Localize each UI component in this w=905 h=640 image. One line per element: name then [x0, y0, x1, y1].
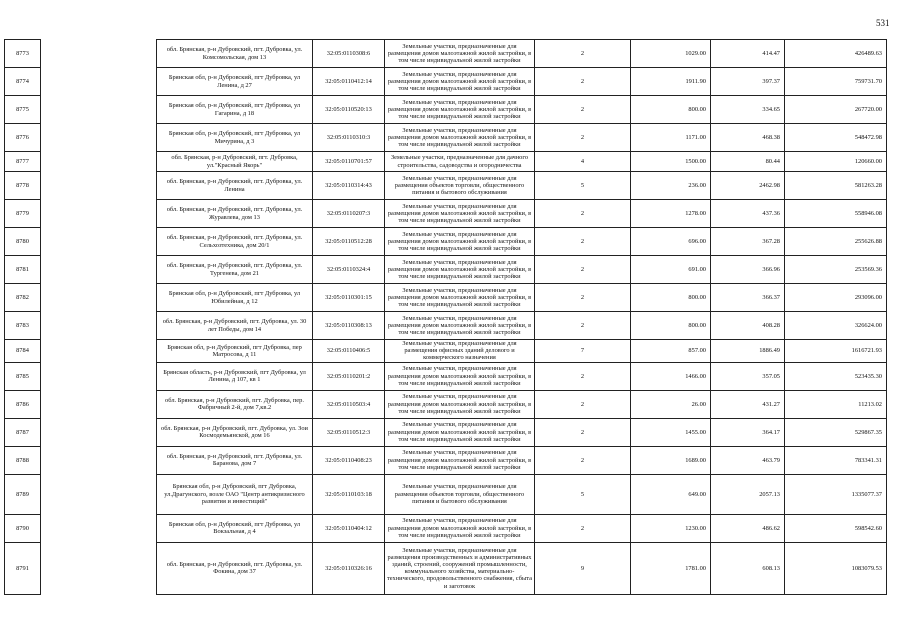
area-cell: 1689.00	[631, 446, 711, 474]
address-cell: обл. Брянская, р-н Дубровский, пгт. Дубровка, ул. Комсомольская, дом 13	[157, 40, 313, 68]
unit-value-cell: 397.37	[711, 68, 785, 96]
land-use-cell: Земельные участки, предназначенные для размещения домов малоэтажной жилой застройки, в том числе индивидуальной жилой застройки	[385, 256, 535, 284]
cadastral-number-cell: 32:05:0110520:13	[313, 96, 385, 124]
row-number: 8791	[5, 542, 41, 594]
row-number: 8787	[5, 418, 41, 446]
spacer-cell	[41, 446, 157, 474]
table-row	[5, 172, 887, 200]
spacer-cell	[41, 362, 157, 390]
table-row	[5, 362, 887, 390]
address-cell: Брянская обл, р-н Дубровский, пгт Дубровка, ул Юбилейная, д 12	[157, 284, 313, 312]
table-row	[5, 542, 887, 594]
address-cell: Брянская обл, р-н Дубровский, пгт Дубровка, пер Матросова, д 11	[157, 340, 313, 363]
table-row	[5, 152, 887, 172]
spacer-cell	[41, 228, 157, 256]
cadastral-value-cell: 255626.88	[785, 228, 887, 256]
use-group-cell: 7	[535, 340, 631, 363]
land-use-cell: Земельные участки, предназначенные для размещения офисных зданий делового и коммерческого назначения	[385, 340, 535, 363]
address-cell: обл. Брянская, р-н Дубровский, пгт. Дубровка, пер. Фабричный 2-й, дом 7,кв.2	[157, 390, 313, 418]
use-group-cell: 2	[535, 418, 631, 446]
unit-value-cell: 431.27	[711, 390, 785, 418]
area-cell: 1781.00	[631, 542, 711, 594]
cadastral-value-cell: 120660.00	[785, 152, 887, 172]
cadastral-value-cell: 326624.00	[785, 312, 887, 340]
use-group-cell: 2	[535, 200, 631, 228]
use-group-cell: 2	[535, 40, 631, 68]
table-row	[5, 200, 887, 228]
unit-value-cell: 2462.98	[711, 172, 785, 200]
address-cell: обл. Брянская, р-н Дубровский, пгт. Дубровка, ул. 30 лет Победы, дом 14	[157, 312, 313, 340]
row-number: 8789	[5, 474, 41, 514]
row-number: 8786	[5, 390, 41, 418]
use-group-cell: 2	[535, 446, 631, 474]
address-cell: обл. Брянская, р-н Дубровский, пгт. Дубровка, ул. Фокина, дом 37	[157, 542, 313, 594]
cadastral-value-cell: 253569.36	[785, 256, 887, 284]
table-row	[5, 446, 887, 474]
spacer-cell	[41, 152, 157, 172]
row-number: 8775	[5, 96, 41, 124]
unit-value-cell: 367.28	[711, 228, 785, 256]
unit-value-cell: 366.96	[711, 256, 785, 284]
unit-value-cell: 486.62	[711, 514, 785, 542]
spacer-cell	[41, 418, 157, 446]
cadastral-value-cell: 293096.00	[785, 284, 887, 312]
area-cell: 1029.00	[631, 40, 711, 68]
unit-value-cell: 408.28	[711, 312, 785, 340]
spacer-cell	[41, 96, 157, 124]
spacer-cell	[41, 542, 157, 594]
use-group-cell: 2	[535, 68, 631, 96]
spacer-cell	[41, 340, 157, 363]
area-cell: 1278.00	[631, 200, 711, 228]
cadastral-number-cell: 32:05:0110324:4	[313, 256, 385, 284]
unit-value-cell: 364.17	[711, 418, 785, 446]
use-group-cell: 2	[535, 390, 631, 418]
table-row	[5, 284, 887, 312]
area-cell: 800.00	[631, 284, 711, 312]
land-use-cell: Земельные участки, предназначенные для размещения домов малоэтажной жилой застройки, в том числе индивидуальной жилой застройки	[385, 514, 535, 542]
cadastral-value-cell: 529867.35	[785, 418, 887, 446]
cadastral-number-cell: 32:05:0110207:3	[313, 200, 385, 228]
area-cell: 1500.00	[631, 152, 711, 172]
address-cell: обл. Брянская, р-н Дубровский, пгт. Дубровка, ул. Баранова, дом 7	[157, 446, 313, 474]
cadastral-value-cell: 783341.31	[785, 446, 887, 474]
cadastral-number-cell: 32:05:0110503:4	[313, 390, 385, 418]
cadastral-number-cell: 32:05:0110512:3	[313, 418, 385, 446]
land-use-cell: Земельные участки, предназначенные для размещения домов малоэтажной жилой застройки, в том числе индивидуальной жилой застройки	[385, 362, 535, 390]
spacer-cell	[41, 172, 157, 200]
spacer-cell	[41, 514, 157, 542]
address-cell: Брянская обл, р-н Дубровский, пгт Дубровка, ул Ленина, д 27	[157, 68, 313, 96]
cadastral-number-cell: 32:05:0110701:57	[313, 152, 385, 172]
table-row	[5, 514, 887, 542]
table-row	[5, 124, 887, 152]
area-cell: 1171.00	[631, 124, 711, 152]
address-cell: обл. Брянская, р-н Дубровский, пгт. Дубровка, ул. Тургенева, дом 21	[157, 256, 313, 284]
use-group-cell: 2	[535, 256, 631, 284]
area-cell: 696.00	[631, 228, 711, 256]
row-number: 8790	[5, 514, 41, 542]
use-group-cell: 2	[535, 124, 631, 152]
table-row	[5, 340, 887, 363]
spacer-cell	[41, 40, 157, 68]
row-number: 8778	[5, 172, 41, 200]
row-number: 8776	[5, 124, 41, 152]
row-number: 8788	[5, 446, 41, 474]
area-cell: 1466.00	[631, 362, 711, 390]
use-group-cell: 2	[535, 362, 631, 390]
address-cell: обл. Брянская, р-н Дубровский, пгт. Дубровка, ул. Журавлева, дом 13	[157, 200, 313, 228]
address-cell: обл. Брянская, р-н Дубровский, пгт. Дубровка, ул. Зои Космодемьянской, дом 16	[157, 418, 313, 446]
area-cell: 236.00	[631, 172, 711, 200]
address-cell: Брянская обл, р-н Дубровский, пгт Дубровка, ул Вокзальная, д 4	[157, 514, 313, 542]
area-cell: 1911.90	[631, 68, 711, 96]
area-cell: 1230.00	[631, 514, 711, 542]
area-cell: 800.00	[631, 312, 711, 340]
address-cell: Брянская обл, р-н Дубровский, пгт Дубровка, ул Мичурина, д 3	[157, 124, 313, 152]
spacer-cell	[41, 474, 157, 514]
area-cell: 691.00	[631, 256, 711, 284]
cadastral-value-cell: 1335077.37	[785, 474, 887, 514]
use-group-cell: 5	[535, 172, 631, 200]
table-row	[5, 96, 887, 124]
table-row	[5, 390, 887, 418]
spacer-cell	[41, 312, 157, 340]
row-number: 8781	[5, 256, 41, 284]
land-use-cell: Земельные участки, предназначенные для размещения домов малоэтажной жилой застройки, в том числе индивидуальной жилой застройки	[385, 96, 535, 124]
cadastral-value-cell: 558946.08	[785, 200, 887, 228]
unit-value-cell: 80.44	[711, 152, 785, 172]
row-number: 8773	[5, 40, 41, 68]
unit-value-cell: 414.47	[711, 40, 785, 68]
unit-value-cell: 468.38	[711, 124, 785, 152]
address-cell: Брянская обл, р-н Дубровский, пгт Дубровка, ул Гагарина, д 18	[157, 96, 313, 124]
cadastral-number-cell: 32:05:0110408:23	[313, 446, 385, 474]
row-number: 8785	[5, 362, 41, 390]
land-use-cell: Земельные участки, предназначенные для размещения домов малоэтажной жилой застройки, в том числе индивидуальной жилой застройки	[385, 390, 535, 418]
unit-value-cell: 334.65	[711, 96, 785, 124]
cadastral-number-cell: 32:05:0110308:13	[313, 312, 385, 340]
unit-value-cell: 357.05	[711, 362, 785, 390]
cadastral-value-table	[4, 39, 887, 595]
use-group-cell: 2	[535, 228, 631, 256]
address-cell: обл. Брянская, р-н Дубровский, пгт. Дубровка, ул. Ленина	[157, 172, 313, 200]
table-row	[5, 228, 887, 256]
address-cell: Брянская область, р-н Дубровский, пгт Дубровка, ул Ленина, д 107, кв 1	[157, 362, 313, 390]
land-use-cell: Земельные участки, предназначенные для размещения домов малоэтажной жилой застройки, в том числе индивидуальной жилой застройки	[385, 200, 535, 228]
land-use-cell: Земельные участки, предназначенные для размещения домов малоэтажной жилой застройки, в том числе индивидуальной жилой застройки	[385, 312, 535, 340]
use-group-cell: 2	[535, 312, 631, 340]
table-row	[5, 474, 887, 514]
land-use-cell: Земельные участки, предназначенные для размещения производственных и административных зданий, строений, сооружений промышленности, коммунального хозяйства, материально-технического, продовольственного снабжения, сбыта и заготовок	[385, 542, 535, 594]
land-use-cell: Земельные участки, предназначенные для размещения домов малоэтажной жилой застройки, в том числе индивидуальной жилой застройки	[385, 284, 535, 312]
row-number: 8777	[5, 152, 41, 172]
cadastral-value-cell: 581263.28	[785, 172, 887, 200]
spacer-cell	[41, 68, 157, 96]
table-row	[5, 40, 887, 68]
cadastral-value-cell: 426489.63	[785, 40, 887, 68]
table-row	[5, 418, 887, 446]
row-number: 8782	[5, 284, 41, 312]
unit-value-cell: 463.79	[711, 446, 785, 474]
cadastral-number-cell: 32:05:0110512:28	[313, 228, 385, 256]
cadastral-number-cell: 32:05:0110201:2	[313, 362, 385, 390]
use-group-cell: 9	[535, 542, 631, 594]
cadastral-number-cell: 32:05:0110404:12	[313, 514, 385, 542]
land-use-cell: Земельные участки, предназначенные для размещения домов малоэтажной жилой застройки, в том числе индивидуальной жилой застройки	[385, 40, 535, 68]
table-row	[5, 256, 887, 284]
area-cell: 1455.00	[631, 418, 711, 446]
address-cell: обл. Брянская, р-н Дубровский, пгт. Дубровка, ул."Красный Якорь"	[157, 152, 313, 172]
cadastral-value-cell: 548472.98	[785, 124, 887, 152]
cadastral-number-cell: 32:05:0110314:43	[313, 172, 385, 200]
cadastral-value-cell: 598542.60	[785, 514, 887, 542]
cadastral-number-cell: 32:05:0110406:5	[313, 340, 385, 363]
use-group-cell: 2	[535, 284, 631, 312]
use-group-cell: 5	[535, 474, 631, 514]
spacer-cell	[41, 124, 157, 152]
land-use-cell: Земельные участки, предназначенные для размещения домов малоэтажной жилой застройки, в том числе индивидуальной жилой застройки	[385, 124, 535, 152]
unit-value-cell: 2057.13	[711, 474, 785, 514]
table-row	[5, 312, 887, 340]
area-cell: 649.00	[631, 474, 711, 514]
spacer-cell	[41, 200, 157, 228]
unit-value-cell: 437.36	[711, 200, 785, 228]
unit-value-cell: 1886.49	[711, 340, 785, 363]
use-group-cell: 2	[535, 514, 631, 542]
use-group-cell: 2	[535, 96, 631, 124]
spacer-cell	[41, 284, 157, 312]
cadastral-number-cell: 32:05:0110308:6	[313, 40, 385, 68]
address-cell: Брянская обл, р-н Дубровский, пгт Дубровка, ул.Драгунского, возле ОАО "Центр антикризисного развития и инвестиций"	[157, 474, 313, 514]
row-number: 8784	[5, 340, 41, 363]
unit-value-cell: 366.37	[711, 284, 785, 312]
land-use-cell: Земельные участки, предназначенные для размещения домов малоэтажной жилой застройки, в том числе индивидуальной жилой застройки	[385, 228, 535, 256]
cadastral-value-cell: 1616721.93	[785, 340, 887, 363]
page-number: 531	[876, 18, 890, 28]
cadastral-value-cell: 759731.70	[785, 68, 887, 96]
land-use-cell: Земельные участки, предназначенные для дачного строительства, садоводства и огородничества	[385, 152, 535, 172]
unit-value-cell: 608.13	[711, 542, 785, 594]
cadastral-value-cell: 523435.30	[785, 362, 887, 390]
use-group-cell: 4	[535, 152, 631, 172]
cadastral-value-cell: 1083079.53	[785, 542, 887, 594]
land-use-cell: Земельные участки, предназначенные для размещения домов малоэтажной жилой застройки, в том числе индивидуальной жилой застройки	[385, 446, 535, 474]
land-use-cell: Земельные участки, предназначенные для размещения домов малоэтажной жилой застройки, в том числе индивидуальной жилой застройки	[385, 68, 535, 96]
area-cell: 26.00	[631, 390, 711, 418]
land-use-cell: Земельные участки, предназначенные для размещения объектов торговли, общественного питания и бытового обслуживания	[385, 474, 535, 514]
row-number: 8779	[5, 200, 41, 228]
cadastral-number-cell: 32:05:0110412:14	[313, 68, 385, 96]
area-cell: 800.00	[631, 96, 711, 124]
table-row	[5, 68, 887, 96]
land-use-cell: Земельные участки, предназначенные для размещения объектов торговли, общественного питания и бытового обслуживания	[385, 172, 535, 200]
cadastral-number-cell: 32:05:0110103:18	[313, 474, 385, 514]
address-cell: обл. Брянская, р-н Дубровский, пгт. Дубровка, ул. Сельхозтехника, дом 20/1	[157, 228, 313, 256]
row-number: 8780	[5, 228, 41, 256]
spacer-cell	[41, 256, 157, 284]
cadastral-value-cell: 11213.02	[785, 390, 887, 418]
cadastral-value-cell: 267720.00	[785, 96, 887, 124]
row-number: 8774	[5, 68, 41, 96]
row-number: 8783	[5, 312, 41, 340]
cadastral-number-cell: 32:05:0110326:16	[313, 542, 385, 594]
cadastral-number-cell: 32:05:0110301:15	[313, 284, 385, 312]
spacer-cell	[41, 390, 157, 418]
cadastral-number-cell: 32:05:0110310:3	[313, 124, 385, 152]
land-use-cell: Земельные участки, предназначенные для размещения домов малоэтажной жилой застройки, в том числе индивидуальной жилой застройки	[385, 418, 535, 446]
area-cell: 857.00	[631, 340, 711, 363]
